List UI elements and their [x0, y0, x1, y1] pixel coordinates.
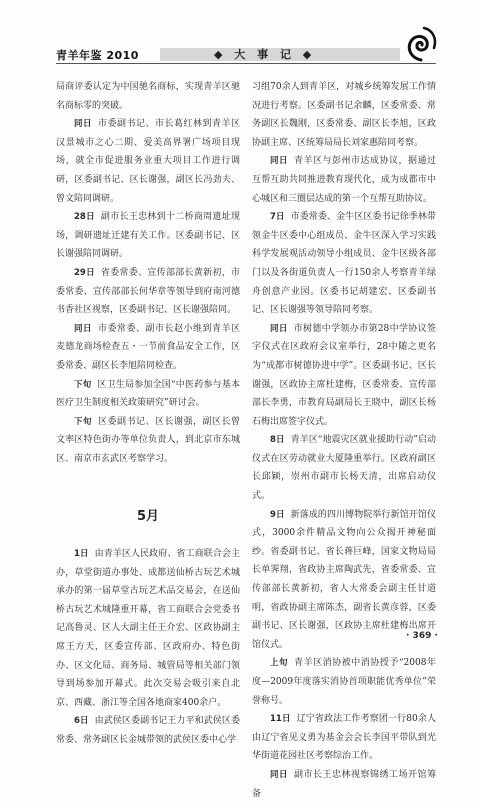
entry-date: 下旬	[74, 416, 92, 427]
entry	[56, 264, 240, 320]
entry-date: 同日	[270, 323, 288, 334]
entry-text: 新落成的四川博物院举行新馆开馆仪式，3000余件精品文物向公众揭开神秘面纱。省委副书记、省长蒋巨峰，国家文物局局长单霁翔，省政协主席陶武先，省委常委、宣传部部长黄新初，省人大常委会副主任甘道明，省政协副主席陈杰，副省长黄彦蓉，区委副书记、区长谢强，区政协主席杜建梅出席开馆仪式。	[252, 509, 436, 650]
entry-text: 副市长王忠林视察锦绣工场开馆筹备	[252, 769, 436, 799]
entry-date: 1日	[74, 549, 89, 560]
entry-date: 同日	[270, 156, 288, 167]
month-heading: 5月	[136, 509, 160, 525]
entry-text: 由青羊区人民政府、省工商联合会主办，草堂街道办事处、成都送仙桥古玩艺术城承办的第一届草堂古玩艺术品交易会，在送仙桥古玩艺术城隆重开幕，省工商联合会党委书记高鲁灵、区人大副主任王介宏、区政协副主席王方天，区委宣传部、区政府办、特色街办、区文化局、商务局、城管局等相关部门领导到场参加开幕式。此次交易会吸引来自北京、西藏、浙江等全国各地商家400余户。	[56, 549, 240, 708]
entry-text: 辽宁省政法工作考察团一行80余人由辽宁省见义勇为基金会会长李国平带队到光华街道花园社区考察综治工作。	[252, 714, 436, 762]
entry-text: 市委常委、副市长赵小维到青羊区麦德龙商场检查五・一节前食品安全工作，区委常委、副区长李旭陪同检查。	[56, 323, 240, 371]
entry-date: 8日	[270, 435, 285, 446]
entry-date: 上旬	[270, 658, 289, 669]
page-number: · 369 ·	[406, 631, 438, 641]
entry-date: 同日	[74, 323, 92, 334]
entry	[56, 115, 240, 208]
entry-date: 同日	[270, 769, 288, 780]
entry	[56, 413, 240, 469]
entry	[56, 376, 240, 413]
entry	[252, 320, 436, 432]
left-column	[56, 78, 240, 750]
entry-date: 28日	[74, 212, 95, 223]
entry-text: 由武侯区委副书记王力平和武侯区委常委、常务副区长金城带领的武侯区委中心学	[56, 716, 240, 745]
header-rule	[56, 63, 436, 64]
entry	[252, 710, 436, 766]
entry-date: 9日	[270, 509, 285, 520]
entry-text: 青羊区消协被中消协授予“2008年度—2009年度落实消协首项职能优秀单位”荣誉称号。	[252, 658, 436, 706]
entry-date: 6日	[74, 716, 89, 727]
entry-text: 青羊区“地震灾区就业援助行动”启动仪式在区劳动就业大厦隆重举行。区政府副区长邱颖，崇州市副市长杨天清，出席启动仪式。	[252, 435, 437, 502]
entry	[56, 320, 240, 376]
swirl-ornament-icon	[404, 24, 438, 64]
entry-text: 市树德中学领办市第28中学协议签字仪式在区政府会议室举行，28中随之更名为“成都市树德协进中学”。区委副书记、区长谢强，区政协主席杜建梅，区委常委、宣传部部长李勇，市教育局副局长王晓中，副区长杨石梅出席签字仪式。	[252, 323, 436, 427]
page-header	[0, 0, 480, 74]
entry-date: 同日	[74, 119, 92, 130]
intro-paragraph: 习组70余人到青羊区，对城乡统筹发展工作情况进行考察。区委副书记余麟，区委常委、常务副区长魏刚，区委常委、副区长李旭，区政协副主席、区统筹局局长刘家惠陪同考察。	[252, 82, 436, 148]
right-column	[252, 78, 436, 803]
entry	[252, 654, 436, 710]
entry	[252, 152, 436, 208]
entry-text: 市委副书记、市长葛红林到青羊区汉景城市之心二期、爱美高界署广场项目现场，就全市促进服务业重大项目工作进行调研，区委副书记、区长谢强，副区长冯劲夫、曾文陪同调研。	[56, 119, 240, 204]
entry-date: 下旬	[74, 379, 92, 390]
yearbook-title: 青羊年鉴 2010	[56, 49, 139, 62]
entry-text: 区委副书记、区长谢强，副区长曾文率区特色街办等单位负责人，到北京市东城区、南京市玄武区考察学习。	[56, 416, 240, 464]
entry	[252, 431, 436, 505]
entry-text: 省委常委、宣传部部长黄新初，市委常委、宣传部部长何华章等领导到府南河德书香社区视察，区委副书记、区长谢强陪同。	[56, 267, 240, 316]
entry	[56, 208, 240, 264]
intro-paragraph: 局商评委认定为中国驰名商标，实现青羊区驰名商标零的突破。	[56, 82, 240, 111]
entry-date: 29日	[74, 267, 95, 278]
entry	[56, 712, 240, 749]
entry	[252, 208, 436, 320]
entry	[56, 545, 240, 712]
section-title: ◆ 大 事 记 ◆	[214, 48, 316, 61]
entry-date: 11日	[270, 714, 291, 725]
entry-text: 副市长王忠林到十二桥商周遗址现场，调研遗址迁建有关工作。区委副书记、区长谢强陪同调研。	[56, 212, 240, 260]
entry-text: 青羊区与彭州市达成协议，据通过互帮互助共同推进教育现代化，成为成都市中心城区和三圈层达成的第一个互帮互助协议。	[252, 156, 436, 204]
entry-text: 市委常委、金牛区区委书记徐季林带领金牛区委中心组成员、金牛区深入学习实践科学发展观活动领导小组成员、金牛区级各部门以及各街道负责人一行150余人考察青羊绿舟创意产业园。区委书记胡建宏、区委副书记、区长谢强等领导陪同考察。	[252, 212, 436, 316]
entry	[252, 766, 436, 803]
entry-date: 7日	[270, 212, 285, 223]
entry-text: 区卫生局参加全国“中医药参与基本医疗卫生制度相关政策研究”研讨会。	[56, 379, 240, 409]
